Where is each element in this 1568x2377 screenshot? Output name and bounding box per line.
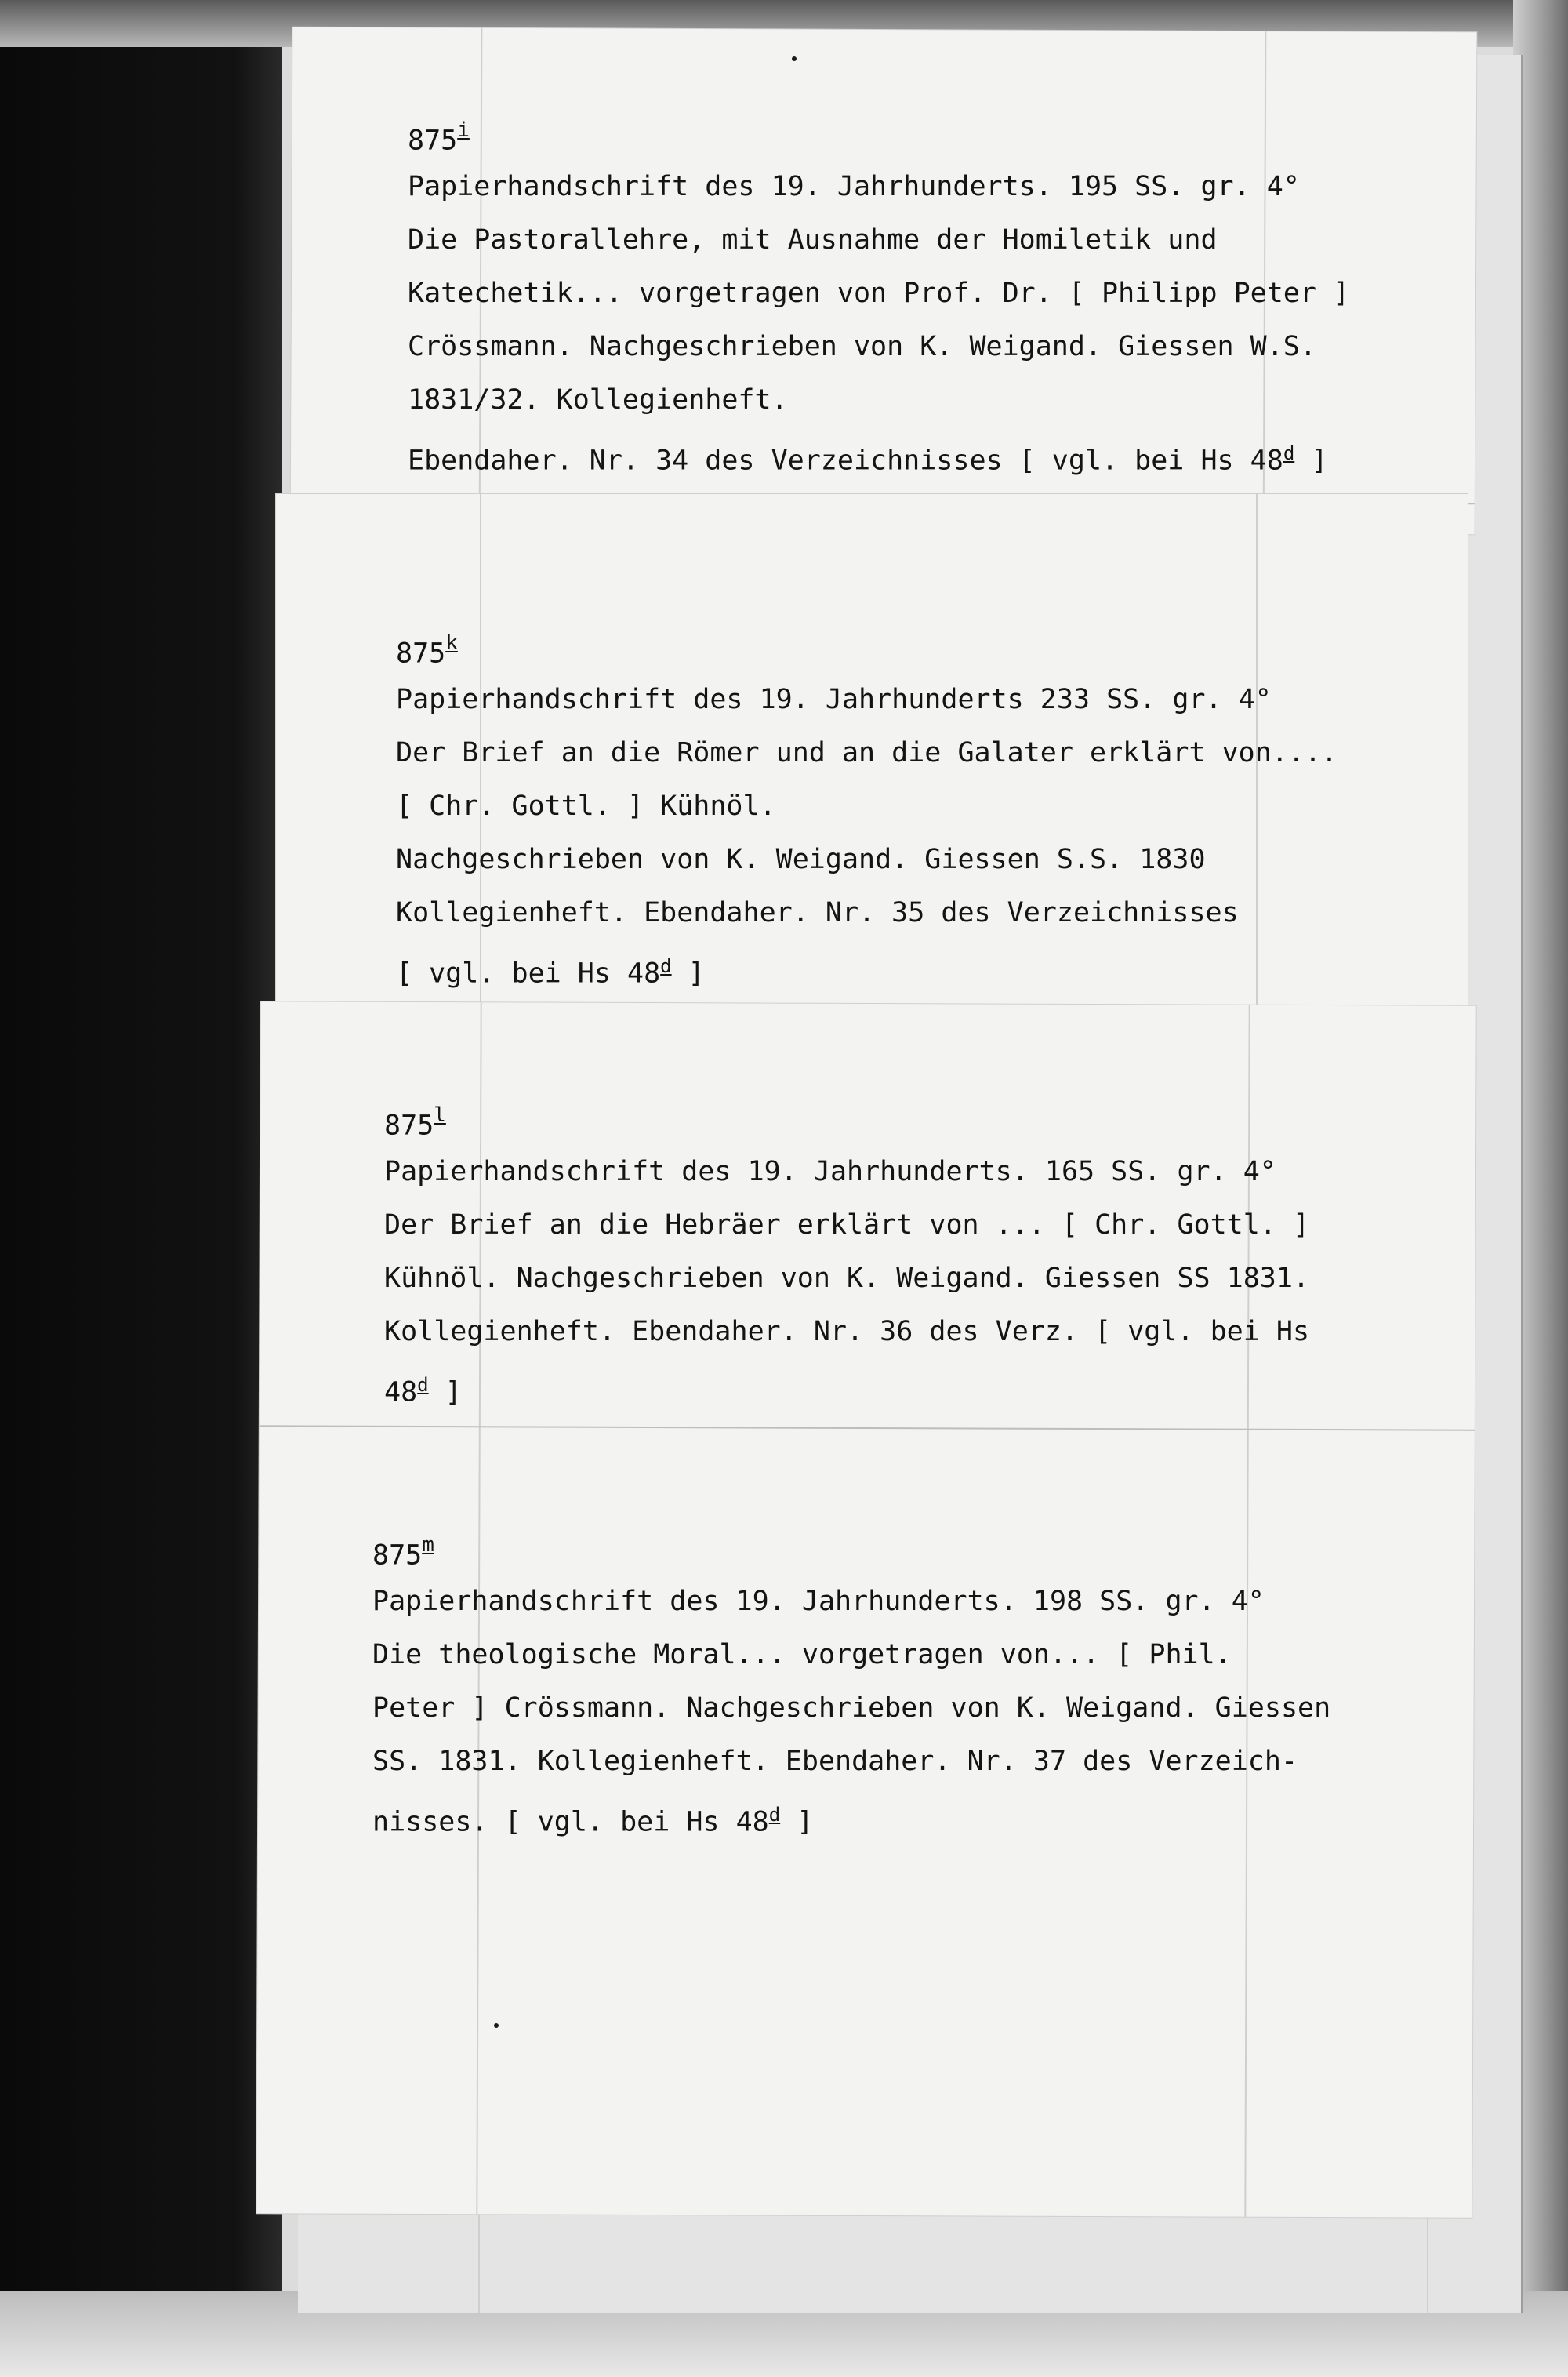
entry-line: Papierhandschrift des 19. Jahrhunderts. 198 SS. gr. 4° (372, 1586, 1265, 1617)
entry-line: Kollegienheft. Ebendaher. Nr. 36 des Verz. [ vgl. bei Hs (384, 1316, 1310, 1347)
entry-line: [ Chr. Gottl. ] Kühnöl. (396, 791, 776, 822)
entry-line: Crössmann. Nachgeschrieben von K. Weigand. Giessen W.S. (408, 331, 1316, 362)
entry-number: 875$^i$ (408, 118, 470, 157)
catalog-entry (408, 107, 1349, 488)
entry-line: Der Brief an die Römer und an die Galater erklärt von.... (396, 737, 1338, 769)
entry-line: Kollegienheft. Ebendaher. Nr. 35 des Verzeichnisses (396, 897, 1239, 929)
entry-line: Peter ] Crössmann. Nachgeschrieben von K. Weigand. Giessen (372, 1692, 1331, 1724)
entry-line: Papierhandschrift des 19. Jahrhunderts. 195 SS. gr. 4° (408, 171, 1300, 202)
entry-reference: nisses. [ vgl. bei Hs 48$^d$ ] (372, 1804, 814, 1838)
entry-number: 875$^k$ (396, 631, 458, 670)
entry-number: 875$^l$ (384, 1103, 446, 1142)
entry-line: 1831/32. Kollegienheft. (408, 384, 788, 416)
entry-number: 875$^m$ (372, 1533, 434, 1572)
entry-line: Kühnöl. Nachgeschrieben von K. Weigand. Giessen SS 1831. (384, 1263, 1310, 1294)
entry-line: Katechetik... vorgetragen von Prof. Dr. [ Philipp Peter ] (408, 278, 1350, 309)
entry-line: Die theologische Moral... vorgetragen von... [ Phil. (372, 1639, 1232, 1670)
catalog-entry (384, 1092, 1309, 1419)
entry-reference: [ vgl. bei Hs 48$^d$ ] (396, 955, 705, 990)
entry-reference: 48$^d$ ] (384, 1374, 462, 1408)
entry-line: Der Brief an die Hebräer erklärt von ... [ Chr. Gottl. ] (384, 1209, 1310, 1241)
catalog-entry (396, 620, 1338, 1001)
catalog-entry (372, 1521, 1330, 1849)
dust-speck (494, 2023, 499, 2028)
dust-speck (792, 56, 797, 61)
scan-background-left (0, 0, 282, 2377)
entry-reference: Ebendaher. Nr. 34 des Verzeichnisses [ vgl. bei Hs 48$^d$ ] (408, 442, 1328, 477)
entry-line: Nachgeschrieben von K. Weigand. Giessen S.S. 1830 (396, 844, 1206, 875)
card-rule (260, 1425, 1475, 1430)
entry-line: Papierhandschrift des 19. Jahrhunderts 233 SS. gr. 4° (396, 684, 1272, 715)
entry-line: Papierhandschrift des 19. Jahrhunderts. 165 SS. gr. 4° (384, 1156, 1276, 1187)
entry-line: SS. 1831. Kollegienheft. Ebendaher. Nr. 37 des Verzeich- (372, 1746, 1298, 1777)
entry-line: Die Pastorallehre, mit Ausnahme der Homiletik und (408, 224, 1218, 256)
